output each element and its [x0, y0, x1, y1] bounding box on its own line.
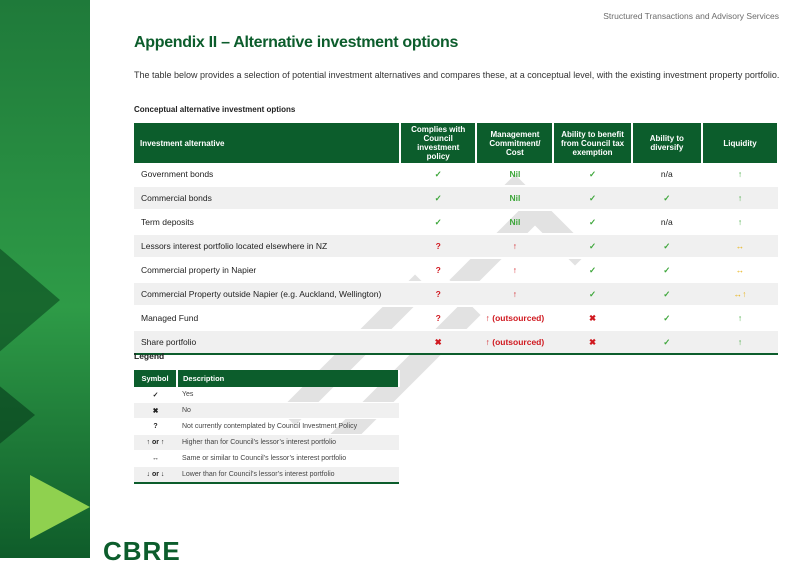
alternative-name-cell: Commercial Property outside Napier (e.g. Auckland, Wellington): [134, 282, 400, 306]
sidebar-shape: [0, 240, 60, 360]
decorative-sidebar: [0, 0, 90, 558]
tax-cell: [553, 186, 631, 210]
legend-row: [134, 435, 399, 451]
legend-symbol: ↑ or ↑: [134, 435, 177, 451]
rating-symbol: ✓: [589, 168, 597, 179]
diversify-cell: [632, 163, 702, 186]
diversify-cell: [632, 210, 702, 234]
rating-symbol: ↔: [735, 265, 745, 275]
rating-symbol: ↑: [737, 337, 743, 347]
rating-symbol: ✓: [663, 264, 671, 275]
policy-cell: [400, 186, 476, 210]
legend-title: Legend: [134, 351, 165, 361]
alternative-name-cell: Share portfolio: [134, 330, 400, 354]
tax-cell: [553, 282, 631, 306]
rating-symbol: ✓: [589, 216, 597, 227]
col-header-tax: Ability to benefit from Council tax exemption: [553, 123, 631, 163]
rating-symbol: ↑ (outsourced): [485, 313, 545, 323]
rating-symbol: ↑: [737, 169, 743, 179]
rating-symbol: ✓: [434, 216, 442, 227]
rating-symbol: ?: [435, 313, 441, 323]
table-row: [134, 234, 778, 258]
rating-symbol: Nil: [509, 169, 521, 179]
tax-cell: [553, 306, 631, 330]
liquidity-cell: [702, 258, 778, 282]
rating-symbol: ✓: [663, 288, 671, 299]
liquidity-cell: [702, 282, 778, 306]
legend-description: Lower than for Council’s lessor’s interest portfolio: [177, 467, 399, 484]
rating-symbol: ✓: [589, 288, 597, 299]
policy-cell: [400, 306, 476, 330]
liquidity-cell: [702, 330, 778, 354]
legend-description: Not currently contemplated by Council Investment Policy: [177, 419, 399, 435]
alternative-name-cell: Commercial property in Napier: [134, 258, 400, 282]
sidebar-arrow-shape: [30, 475, 90, 539]
legend-symbol: ?: [134, 419, 177, 435]
table-caption: Conceptual alternative investment options: [134, 105, 296, 114]
rating-symbol: ✓: [663, 312, 671, 323]
table-row: [134, 330, 778, 354]
alternative-name-cell: Lessors interest portfolio located elsewhere in NZ: [134, 234, 400, 258]
rating-symbol: ↑: [737, 217, 743, 227]
col-header-alternative: Investment alternative: [134, 123, 400, 163]
legend-row: [134, 387, 399, 403]
rating-symbol: Nil: [509, 193, 521, 203]
management-cell: [476, 258, 553, 282]
rating-symbol: ↑: [512, 241, 518, 251]
rating-symbol: ✓: [434, 192, 442, 203]
policy-cell: [400, 210, 476, 234]
rating-symbol: Nil: [509, 217, 521, 227]
policy-cell: [400, 234, 476, 258]
management-cell: [476, 163, 553, 186]
table-row: [134, 306, 778, 330]
legend-row: [134, 467, 399, 484]
page-title: Appendix II – Alternative investment options: [134, 34, 459, 51]
legend-table: [134, 370, 400, 484]
rating-symbol: n/a: [660, 217, 673, 227]
rating-symbol: ↔↑: [733, 289, 747, 299]
rating-symbol: ✓: [589, 240, 597, 251]
alternative-name-cell: Managed Fund: [134, 306, 400, 330]
diversify-cell: [632, 306, 702, 330]
rating-symbol: ✖: [434, 336, 442, 347]
management-cell: [476, 234, 553, 258]
col-header-liquidity: Liquidity: [702, 123, 778, 163]
rating-symbol: ?: [435, 241, 441, 251]
tax-cell: [553, 330, 631, 354]
rating-symbol: ✓: [434, 168, 442, 179]
liquidity-cell: [702, 306, 778, 330]
rating-symbol: ✓: [663, 336, 671, 347]
rating-symbol: ↑ (outsourced): [485, 337, 545, 347]
policy-cell: [400, 258, 476, 282]
intro-paragraph: The table below provides a selection of potential investment alternatives and compares these, at a conceptual level, with the existing investment property portfolio.: [134, 70, 780, 80]
liquidity-cell: [702, 210, 778, 234]
liquidity-cell: [702, 234, 778, 258]
rating-symbol: ✓: [589, 192, 597, 203]
rating-symbol: ✖: [589, 312, 597, 323]
alternative-name-cell: Commercial bonds: [134, 186, 400, 210]
tax-cell: [553, 210, 631, 234]
legend-description: Yes: [177, 387, 399, 403]
rating-symbol: ?: [435, 289, 441, 299]
tax-cell: [553, 234, 631, 258]
rating-symbol: ↑: [512, 289, 518, 299]
diversify-cell: [632, 282, 702, 306]
tax-cell: [553, 258, 631, 282]
policy-cell: [400, 330, 476, 354]
management-cell: [476, 282, 553, 306]
alternative-name-cell: Government bonds: [134, 163, 400, 186]
management-cell: [476, 186, 553, 210]
legend-symbol: ↔: [134, 451, 177, 467]
legend-description-header: Description: [177, 370, 399, 387]
rating-symbol: ✓: [663, 192, 671, 203]
alternative-name-cell: Term deposits: [134, 210, 400, 234]
diversify-cell: [632, 258, 702, 282]
legend-symbol-header: Symbol: [134, 370, 177, 387]
rating-symbol: ✖: [589, 336, 597, 347]
rating-symbol: n/a: [660, 169, 673, 179]
rating-symbol: ↑: [737, 193, 743, 203]
liquidity-cell: [702, 186, 778, 210]
diversify-cell: [632, 186, 702, 210]
tax-cell: [553, 163, 631, 186]
legend-symbol: ✓: [134, 387, 177, 403]
legend-row: [134, 451, 399, 467]
section-name: Structured Transactions and Advisory Services: [603, 11, 779, 21]
rating-symbol: ?: [435, 265, 441, 275]
legend-description: Same or similar to Council’s lessor’s interest portfolio: [177, 451, 399, 467]
sidebar-shape: [0, 370, 35, 460]
liquidity-cell: [702, 163, 778, 186]
rating-symbol: ↑: [737, 313, 743, 323]
investment-options-table: [134, 123, 779, 355]
diversify-cell: [632, 330, 702, 354]
legend-row: [134, 403, 399, 419]
legend-header-row: [134, 370, 399, 387]
management-cell: [476, 330, 553, 354]
policy-cell: [400, 163, 476, 186]
col-header-policy: Complies with Council investment policy: [400, 123, 476, 163]
table-row: [134, 258, 778, 282]
legend-row: [134, 419, 399, 435]
col-header-diversify: Ability to diversify: [632, 123, 702, 163]
rating-symbol: ✓: [663, 240, 671, 251]
table-row: [134, 163, 778, 186]
diversify-cell: [632, 234, 702, 258]
policy-cell: [400, 282, 476, 306]
legend-symbol: ✖: [134, 403, 177, 419]
table-row: [134, 210, 778, 234]
table-row: [134, 186, 778, 210]
rating-symbol: ↔: [735, 241, 745, 251]
management-cell: [476, 210, 553, 234]
legend-description: Higher than for Council’s lessor’s interest portfolio: [177, 435, 399, 451]
rating-symbol: ✓: [589, 264, 597, 275]
legend-symbol: ↓ or ↓: [134, 467, 177, 484]
management-cell: [476, 306, 553, 330]
table-row: [134, 282, 778, 306]
rating-symbol: ↑: [512, 265, 518, 275]
legend-description: No: [177, 403, 399, 419]
table-header-row: [134, 123, 778, 163]
cbre-logo: CBRE: [103, 536, 181, 566]
col-header-management: Management Commitment/ Cost: [476, 123, 553, 163]
